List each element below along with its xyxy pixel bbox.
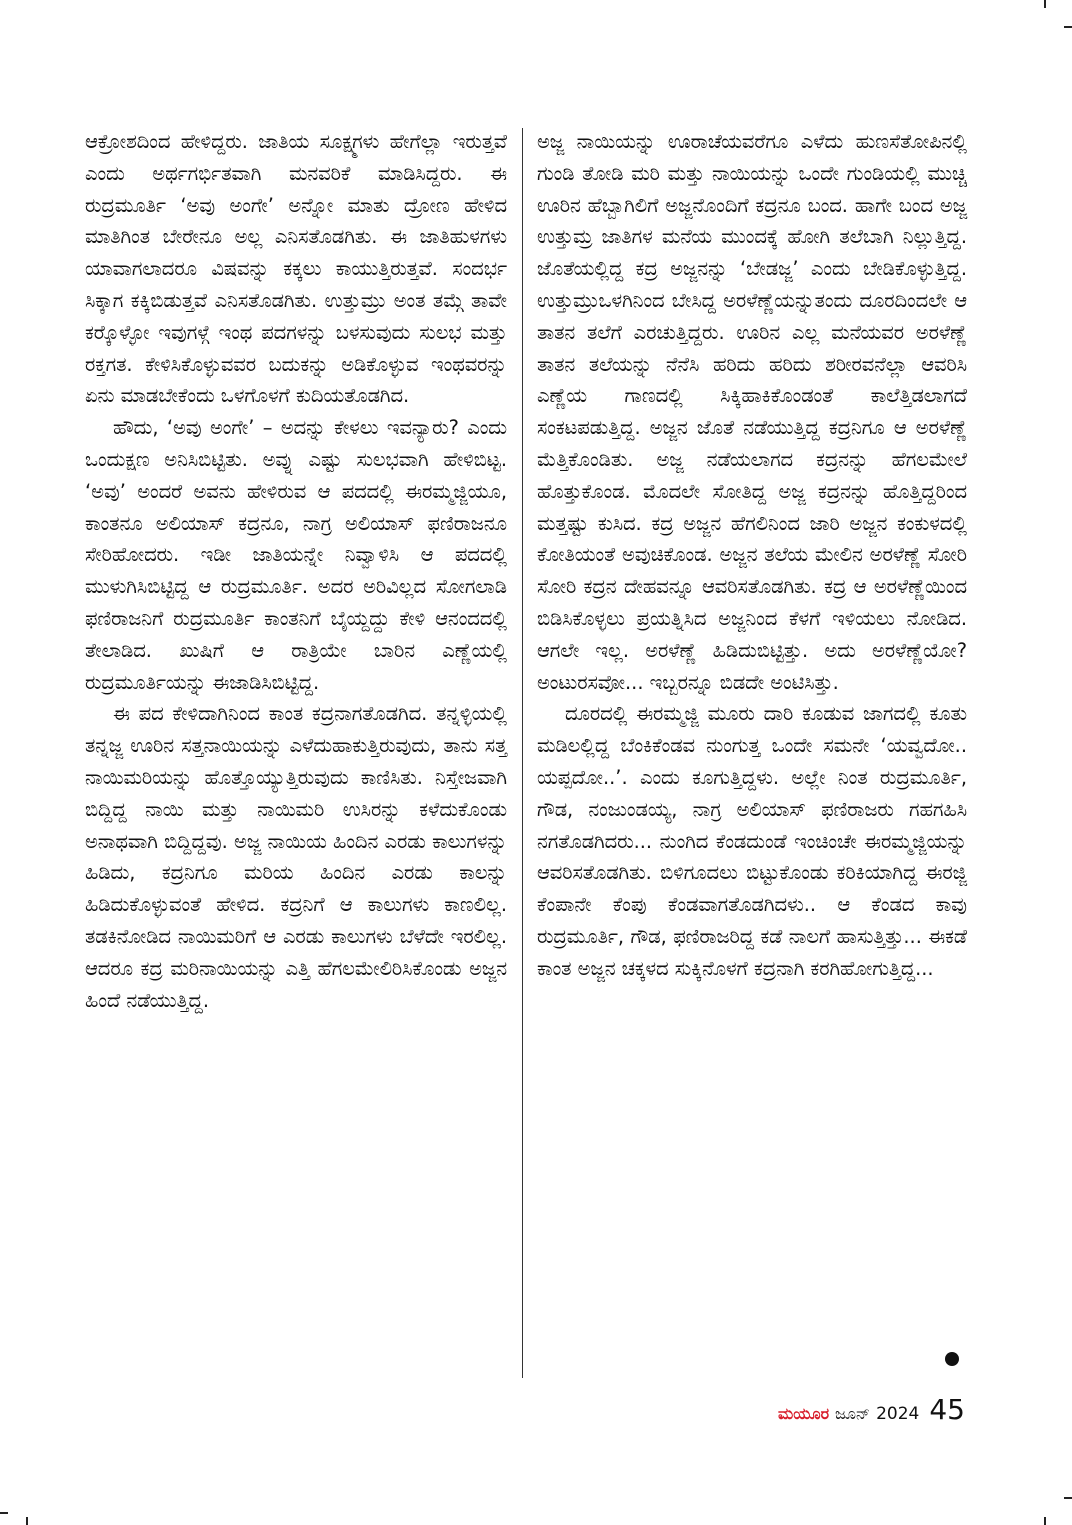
crop-mark: [1044, 0, 1046, 8]
issue-month: ಜೂನ್: [835, 1404, 871, 1423]
paragraph: ಹೌದು, ‘ಅವು ಅಂಗೇ’ – ಅದನ್ನು ಕೇಳಲು ಇವನ್ಯಾರು? ಎಂದು ಒಂದುಕ್ಷಣ ಅನಿಸಿಬಿಟ್ಟಿತು. ಅವ್ನು ಎಷ್ಟು ಸುಲಭವಾಗಿ ಹೇಳಿಬಿಟ್ಟ. ‘ಅವು’ ಅಂದರೆ ಅವನು ಹೇಳಿರುವ ಆ ಪದದಲ್ಲಿ ಈರಮ್ಮಜ್ಜಿಯೂ, ಕಾಂತನೂ ಅಲಿಯಾಸ್ ಕದ್ರನೂ, ನಾಗ್ರ ಅಲಿಯಾಸ್ ಫಣಿರಾಜನೂ ಸೇರಿಹೋದರು. ಇಡೀ ಜಾತಿಯನ್ನೇ ನಿವ್ವಾಳಿಸಿ ಆ ಪದದಲ್ಲಿ ಮುಳುಗಿಸಿಬಿಟ್ಟಿದ್ದ ಆ ರುದ್ರಮೂರ್ತಿ. ಅದರ ಅರಿವಿಲ್ಲದ ಸೋಗಲಾಡಿ ಫಣಿರಾಜನಿಗೆ ರುದ್ರಮೂರ್ತಿ ಕಾಂತನಿಗೆ ಬೈಯ್ದದ್ದು ಕೇಳಿ ಆನಂದದಲ್ಲಿ ತೇಲಾಡಿದ. ಖುಷಿಗೆ ಆ ರಾತ್ರಿಯೇ ಬಾರಿನ ಎಣ್ಣೆಯಲ್ಲಿ ರುದ್ರಮೂರ್ತಿಯನ್ನು ಈಜಾಡಿಸಿಬಿಟ್ಟಿದ್ದ.: [85, 416, 507, 694]
crop-mark: [1064, 26, 1072, 28]
page-number: 45: [929, 1393, 965, 1426]
crop-mark: [1044, 1517, 1046, 1525]
crop-mark: [1064, 1497, 1072, 1499]
column-divider: [522, 128, 523, 1378]
page-footer: [745, 1393, 965, 1426]
issue-year: 2024: [876, 1404, 920, 1424]
paragraph: ಈ ಪದ ಕೇಳಿದಾಗಿನಿಂದ ಕಾಂತ ಕದ್ರನಾಗತೊಡಗಿದ. ತನ್ನಳ್ಳಿಯಲ್ಲಿ ತನ್ನಜ್ಜ ಊರಿನ ಸತ್ತನಾಯಿಯನ್ನು ಎಳೆದುಹಾಕುತ್ತಿರುವುದು, ತಾನು ಸತ್ತ ನಾಯಿಮರಿಯನ್ನು ಹೊತ್ತೊಯ್ಯುತ್ತಿರುವುದು ಕಾಣಿಸಿತು. ನಿಸ್ತೇಜವಾಗಿ ಬಿದ್ದಿದ್ದ ನಾಯಿ ಮತ್ತು ನಾಯಿಮರಿ ಉಸಿರನ್ನು ಕಳೆದುಕೊಂಡು ಅನಾಥವಾಗಿ ಬಿದ್ದಿದ್ದವು. ಅಜ್ಜ ನಾಯಿಯ ಹಿಂದಿನ ಎರಡು ಕಾಲುಗಳನ್ನು ಹಿಡಿದು, ಕದ್ರನಿಗೂ ಮರಿಯ ಹಿಂದಿನ ಎರಡು ಕಾಲನ್ನು ಹಿಡಿದುಕೊಳ್ಳುವಂತೆ ಹೇಳಿದ. ಕದ್ರನಿಗೆ ಆ ಕಾಲುಗಳು ಕಾಣಲಿಲ್ಲ. ತಡಕಿನೋಡಿದ ನಾಯಿಮರಿಗೆ ಆ ಎರಡು ಕಾಲುಗಳು ಬೆಳೆದೇ ಇರಲಿಲ್ಲ. ಆದರೂ ಕದ್ರ ಮರಿನಾಯಿಯನ್ನು ಎತ್ತಿ ಹೆಗಲಮೇಲಿರಿಸಿಕೊಂಡು ಅಜ್ಜನ ಹಿಂದೆ ನಡೆಯುತ್ತಿದ್ದ.: [85, 702, 507, 1012]
paragraph: ಅಜ್ಜ ನಾಯಿಯನ್ನು ಊರಾಚೆಯವರೆಗೂ ಎಳೆದು ಹುಣಸೆತೋಪಿನಲ್ಲಿ ಗುಂಡಿ ತೋಡಿ ಮರಿ ಮತ್ತು ನಾಯಿಯನ್ನು ಒಂದೇ ಗುಂಡಿಯಲ್ಲಿ ಮುಚ್ಚಿ ಊರಿನ ಹೆಬ್ಬಾಗಿಲಿಗೆ ಅಜ್ಜನೊಂದಿಗೆ ಕದ್ರನೂ ಬಂದ. ಹಾಗೇ ಬಂದ ಅಜ್ಜ ಉತ್ತುಮ್ರ ಜಾತಿಗಳ ಮನೆಯ ಮುಂದಕ್ಕೆ ಹೋಗಿ ತಲೆಬಾಗಿ ನಿಲ್ಲುತ್ತಿದ್ದ. ಜೊತೆಯಲ್ಲಿದ್ದ ಕದ್ರ ಅಜ್ಜನನ್ನು ‘ಬೇಡಜ್ಜ’ ಎಂದು ಬೇಡಿಕೊಳ್ಳುತ್ತಿದ್ದ. ಉತ್ತುಮ್ರುಒಳಗಿನಿಂದ ಬೇಸಿದ್ದ ಅರಳೆಣ್ಣೆಯನ್ನುತಂದು ದೂರದಿಂದಲೇ ಆ ತಾತನ ತಲೆಗೆ ಎರಚುತ್ತಿದ್ದರು. ಊರಿನ ಎಲ್ಲ ಮನೆಯವರ ಅರಳೆಣ್ಣೆ ತಾತನ ತಲೆಯನ್ನು ನೆನೆಸಿ ಹರಿದು ಹರಿದು ಶರೀರವನೆಲ್ಲಾ ಆವರಿಸಿ ಎಣ್ಣೆಯ ಗಾಣದಲ್ಲಿ ಸಿಕ್ಕಿಹಾಕಿಕೊಂಡಂತೆ ಕಾಲೆತ್ತಿಡಲಾಗದೆ ಸಂಕಟಪಡುತ್ತಿದ್ದ. ಅಜ್ಜನ ಜೊತೆ ನಡೆಯುತ್ತಿದ್ದ ಕದ್ರನಿಗೂ ಆ ಅರಳೆಣ್ಣೆ ಮೆತ್ತಿಕೊಂಡಿತು. ಅಜ್ಜ ನಡೆಯಲಾಗದ ಕದ್ರನನ್ನು ಹೆಗಲಮೇಲೆ ಹೊತ್ತುಕೊಂಡ. ಮೊದಲೇ ಸೋತಿದ್ದ ಅಜ್ಜ ಕದ್ರನನ್ನು ಹೊತ್ತಿದ್ದರಿಂದ ಮತ್ತಷ್ಟು ಕುಸಿದ. ಕದ್ರ ಅಜ್ಜನ ಹೆಗಲಿನಿಂದ ಜಾರಿ ಅಜ್ಜನ ಕಂಕುಳದಲ್ಲಿ ಕೋತಿಯಂತೆ ಅವುಚಿಕೊಂಡ. ಅಜ್ಜನ ತಲೆಯ ಮೇಲಿನ ಅರಳೆಣ್ಣೆ ಸೋರಿ ಸೋರಿ ಕದ್ರನ ದೇಹವನ್ನೂ ಆವರಿಸತೊಡಗಿತು. ಕದ್ರ ಆ ಅರಳೆಣ್ಣೆಯಿಂದ ಬಿಡಿಸಿಕೊಳ್ಳಲು ಪ್ರಯತ್ನಿಸಿದ ಅಜ್ಜನಿಂದ ಕೆಳಗೆ ಇಳಿಯಲು ನೋಡಿದ. ಆಗಲೇ ಇಲ್ಲ. ಅರಳೆಣ್ಣೆ ಹಿಡಿದುಬಿಟ್ಟಿತ್ತು. ಅದು ಅರಳೆಣ್ಣೆಯೋ? ಅಂಟುರಸವೋ... ಇಬ್ಬರನ್ನೂ ಬಿಡದೇ ಅಂಟಿಸಿತ್ತು.: [537, 130, 967, 694]
paragraph: ಆಕ್ರೋಶದಿಂದ ಹೇಳಿದ್ದರು. ಜಾತಿಯ ಸೂಕ್ಷ್ಮಗಳು ಹೇಗೆಲ್ಲಾ ಇರುತ್ತವೆ ಎಂದು ಅರ್ಥಗರ್ಭಿತವಾಗಿ ಮನವರಿಕೆ ಮಾಡಿಸಿದ್ದರು. ಈ ರುದ್ರಮೂರ್ತಿ ‘ಅವು ಅಂಗೇ’ ಅನ್ನೋ ಮಾತು ದ್ರೋಣ ಹೇಳಿದ ಮಾತಿಗಿಂತ ಬೇರೇನೂ ಅಲ್ಲ ಎನಿಸತೊಡಗಿತು. ಈ ಜಾತಿಹುಳಗಳು ಯಾವಾಗಲಾದರೂ ವಿಷವನ್ನು ಕಕ್ಕಲು ಕಾಯುತ್ತಿರುತ್ತವೆ. ಸಂದರ್ಭ ಸಿಕ್ಕಾಗ ಕಕ್ಕಿಬಿಡುತ್ತವೆ ಎನಿಸತೊಡಗಿತು. ಉತ್ತುಮ್ರು ಅಂತ ತಮ್ಗೆ ತಾವೇ ಕರ್‍ಕೊಳ್ಳೋ ಇವುಗಳ್ಗೆ ಇಂಥ ಪದಗಳನ್ನು ಬಳಸುವುದು ಸುಲಭ ಮತ್ತು ರಕ್ತಗತ. ಕೇಳಿಸಿಕೊಳ್ಳುವವರ ಬದುಕನ್ನು ಅಡಿಕೊಳ್ಳುವ ಇಂಥವರನ್ನು ಏನು ಮಾಡಬೇಕೆಂದು ಒಳಗೊಳಗೆ ಕುದಿಯತೊಡಗಿದ.: [85, 130, 507, 408]
crop-mark: [0, 1512, 8, 1514]
article-left-column: [85, 126, 507, 1016]
article-right-column: [537, 126, 967, 985]
crop-mark: [26, 1517, 28, 1525]
article-end-bullet-icon: [945, 1352, 959, 1366]
paragraph: ದೂರದಲ್ಲಿ ಈರಮ್ಮಜ್ಜಿ ಮೂರು ದಾರಿ ಕೂಡುವ ಜಾಗದಲ್ಲಿ ಕೂತು ಮಡಿಲಲ್ಲಿದ್ದ ಬೆಂಕಿಕೆಂಡವ ನುಂಗುತ್ತ ಒಂದೇ ಸಮನೇ ‘ಯವ್ವದೋ.. ಯಪ್ಪದೋ..’. ಎಂದು ಕೂಗುತ್ತಿದ್ದಳು. ಅಲ್ಲೇ ನಿಂತ ರುದ್ರಮೂರ್ತಿ, ಗೌಡ, ನಂಜುಂಡಯ್ಯ, ನಾಗ್ರ ಅಲಿಯಾಸ್ ಫಣಿರಾಜರು ಗಹಗಹಿಸಿ ನಗತೊಡಗಿದರು... ನುಂಗಿದ ಕೆಂಡದುಂಡೆ ಇಂಚಿಂಚೇ ಈರಮ್ಮಜ್ಜಿಯನ್ನು ಆವರಿಸತೊಡಗಿತು. ಬಿಳಿಗೂದಲು ಬಿಟ್ಟುಕೊಂಡು ಕರಿಕಿಯಾಗಿದ್ದ ಈರಜ್ಜಿ ಕೆಂಪಾನೇ ಕೆಂಪು ಕೆಂಡವಾಗತೊಡಗಿದಳು.. ಆ ಕೆಂಡದ ಕಾವು ರುದ್ರಮೂರ್ತಿ, ಗೌಡ, ಫಣಿರಾಜರಿದ್ದ ಕಡೆ ನಾಲಗೆ ಹಾಸುತ್ತಿತ್ತು... ಈಕಡೆ ಕಾಂತ ಅಜ್ಜನ ಚಕ್ಕಳದ ಸುಕ್ಕಿನೊಳಗೆ ಕದ್ರನಾಗಿ ಕರಗಿಹೋಗುತ್ತಿದ್ದ...: [537, 702, 967, 980]
magazine-logo: ಮಯೂರ: [778, 1404, 830, 1423]
